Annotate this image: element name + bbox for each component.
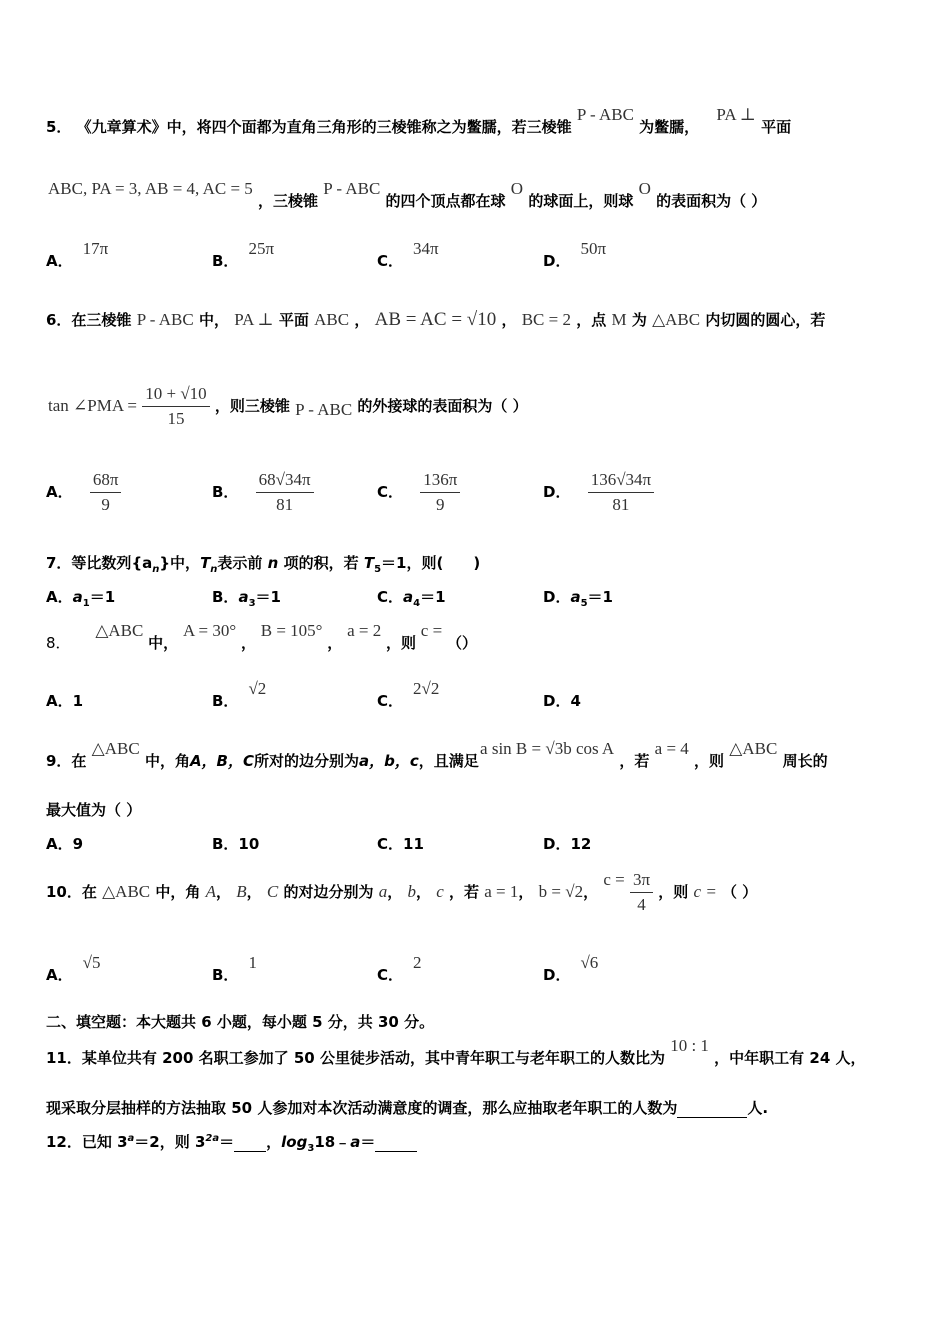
q6-line1: 6．在三棱锥 P - ABC 中， PA ⊥ 平面 ABC ， AB = AC = √10 ， BC = 2 ，点 M 为 △ABC 内切圆的圆心，若 xyxy=(46,309,826,330)
section-heading-fill-in: 二、填空题：本大题共 6 小题，每小题 5 分，共 30 分。 xyxy=(46,1013,435,1031)
math-angle-b: B = 105° xyxy=(260,621,323,640)
q8-option-c[interactable]: C．2√2 xyxy=(377,679,440,710)
q6-line2: tan ∠PMA = $\frac{10 + √10}{15}$ ，则三棱锥 P - ABC 的外接球的表面积为（ ） xyxy=(48,384,528,428)
q7-option-d[interactable]: D．$a_5=1$ xyxy=(543,588,613,609)
q8-option-a[interactable]: A．1 xyxy=(46,692,84,710)
math-p-abc: P - ABC xyxy=(323,179,381,198)
q10-option-b[interactable]: B．1 xyxy=(212,953,257,984)
q5-option-b[interactable]: B．25π xyxy=(212,239,275,270)
math-triangle-abc: △ABC xyxy=(91,739,140,758)
fraction: $\frac{136\pi}{9}$ xyxy=(420,470,460,515)
q9-option-c[interactable]: C．11 xyxy=(377,835,424,853)
q9-option-d[interactable]: D．12 xyxy=(543,835,592,853)
q6-option-c[interactable]: C． $\frac{136\pi}{9}$ xyxy=(377,470,460,515)
q8-option-b[interactable]: B．√2 xyxy=(212,679,267,710)
q7-option-b[interactable]: B．$a_3=1$ xyxy=(212,588,281,609)
math-p-abc: P - ABC xyxy=(136,310,194,329)
math-var: C xyxy=(266,882,279,901)
math-tan-pma: tan ∠PMA = xyxy=(48,396,138,415)
math-pa-perp: PA ⊥ xyxy=(716,105,756,124)
fraction: $\frac{68\pi}{9}$ xyxy=(90,470,122,515)
q8-option-d[interactable]: D．4 xyxy=(543,692,581,710)
fraction-tan-value: $\frac{10 + √10}{15}$ xyxy=(142,384,209,429)
answer-blank[interactable] xyxy=(677,1099,747,1118)
q5-option-d[interactable]: D．50π xyxy=(543,239,607,270)
math-c-equals: c = xyxy=(420,621,443,640)
q5-line1: 5． 《九章算术》中，将四个面都为直角三角形的三棱锥称之为鳖臑，若三棱锥 P - ABC 为鳖臑， PA ⊥ 平面 xyxy=(46,105,792,136)
q9-option-a[interactable]: A．9 xyxy=(46,835,84,853)
math-c-equals: c = xyxy=(693,882,717,901)
math-angle-a: A = 30° xyxy=(182,621,237,640)
q6-option-a[interactable]: A． $\frac{68\pi}{9}$ xyxy=(46,470,121,515)
answer-blank[interactable] xyxy=(234,1133,266,1152)
q7-option-c[interactable]: C．$a_4=1$ xyxy=(377,588,446,609)
q6-option-b[interactable]: B． $\frac{68√34\pi}{81}$ xyxy=(212,470,314,515)
q9-option-b[interactable]: B．10 xyxy=(212,835,260,853)
fraction: $\frac{68√34\pi}{81}$ xyxy=(256,470,314,515)
math-p-abc: P - ABC xyxy=(295,400,353,419)
q10-option-a[interactable]: A．√5 xyxy=(46,953,101,984)
math-m: M xyxy=(611,310,627,329)
answer-blank[interactable] xyxy=(375,1133,417,1152)
q9-line1: 9．在 △ABC 中，角A，B，C所对的边分别为a，b，c，且满足 a sin B = √3b cos A ，若 a = 4 ，则 △ABC 周长的 xyxy=(46,739,828,770)
q5-option-c[interactable]: C．34π xyxy=(377,239,439,270)
q10-option-c[interactable]: C．2 xyxy=(377,953,422,984)
math-ab-ac: AB = AC = √10 xyxy=(374,309,497,330)
math-var: A xyxy=(205,882,217,901)
math-triangle-abc: △ABC xyxy=(102,882,151,901)
math-var: c xyxy=(436,882,444,901)
math-bc: BC = 2 xyxy=(521,310,571,329)
math-angle-c: c = xyxy=(603,870,625,889)
q11-line1: 11．某单位共有 200 名职工参加了 50 公里徒步活动，其中青年职工与老年职工的人数比为 10 : 1 ，中年职工有 24 人， xyxy=(46,1036,866,1067)
math-side-a: a = 4 xyxy=(654,739,689,758)
math-sphere-o: O xyxy=(638,179,651,198)
math-p-abc: P - ABC xyxy=(576,105,634,124)
q10-option-d[interactable]: D．√6 xyxy=(543,953,599,984)
math-var: B xyxy=(236,882,247,901)
q9-line2: 最大值为（ ） xyxy=(46,801,142,819)
math-triangle-abc: △ABC xyxy=(729,739,778,758)
math-triangle-abc: △ABC xyxy=(652,310,701,329)
math-sine-relation: a sin B = √3b cos A xyxy=(480,739,615,758)
fraction: $\frac{136√34\pi}{81}$ xyxy=(588,470,654,515)
math-side-a: a = 1 xyxy=(484,882,519,901)
q8-line: 8． △ABC 中， A = 30° ， B = 105° ， a = 2 ，则 c = （） xyxy=(46,621,477,652)
math-var: b xyxy=(407,882,416,901)
q7-option-a[interactable]: A．$a_1=1$ xyxy=(46,588,116,609)
math-sphere-o: O xyxy=(510,179,524,198)
math-side-a: a = 2 xyxy=(347,621,382,640)
q6-option-d[interactable]: D． $\frac{136√34\pi}{81}$ xyxy=(543,470,654,515)
math-abc: ABC xyxy=(314,310,350,329)
q7-line: 7．等比数列$\{a_n\}$中，$T_n$表示前 n 项的积，若 $T_5=1$，则( ) xyxy=(46,554,481,575)
q5-line2: ABC, PA = 3, AB = 4, AC = 5 ，三棱锥 P - ABC 的四个顶点都在球 O 的球面上，则球 O 的表面积为（ ） xyxy=(48,179,767,210)
q5-option-a[interactable]: A．17π xyxy=(46,239,109,270)
math-ratio: 10 : 1 xyxy=(670,1036,709,1055)
math-side-b: b = √2 xyxy=(538,882,584,901)
math-triangle-abc: △ABC xyxy=(95,621,144,640)
math-var: a xyxy=(378,882,388,901)
q10-line: 10．在 △ABC 中，角 A， B， C 的对边分别为 a， b， c ，若 a = 1， b = √2， c = $\frac{3\pi}{4}$ ，则 c = （ ） xyxy=(46,870,758,914)
fraction-3pi-4: $\frac{3\pi}{4}$ xyxy=(630,870,653,915)
q11-line2: 现采取分层抽样的方法抽取 50 人参加对本次活动满意度的调查，那么应抽取老年职工的人数为 人. xyxy=(46,1099,769,1117)
math-pa-perp: PA ⊥ xyxy=(234,310,274,329)
q12-line: 12．已知 $3^a=2$，则 $3^{2a}=$ ，$\log_318﹣a=$ xyxy=(46,1131,417,1154)
math-conditions: ABC, PA = 3, AB = 4, AC = 5 xyxy=(48,179,253,198)
